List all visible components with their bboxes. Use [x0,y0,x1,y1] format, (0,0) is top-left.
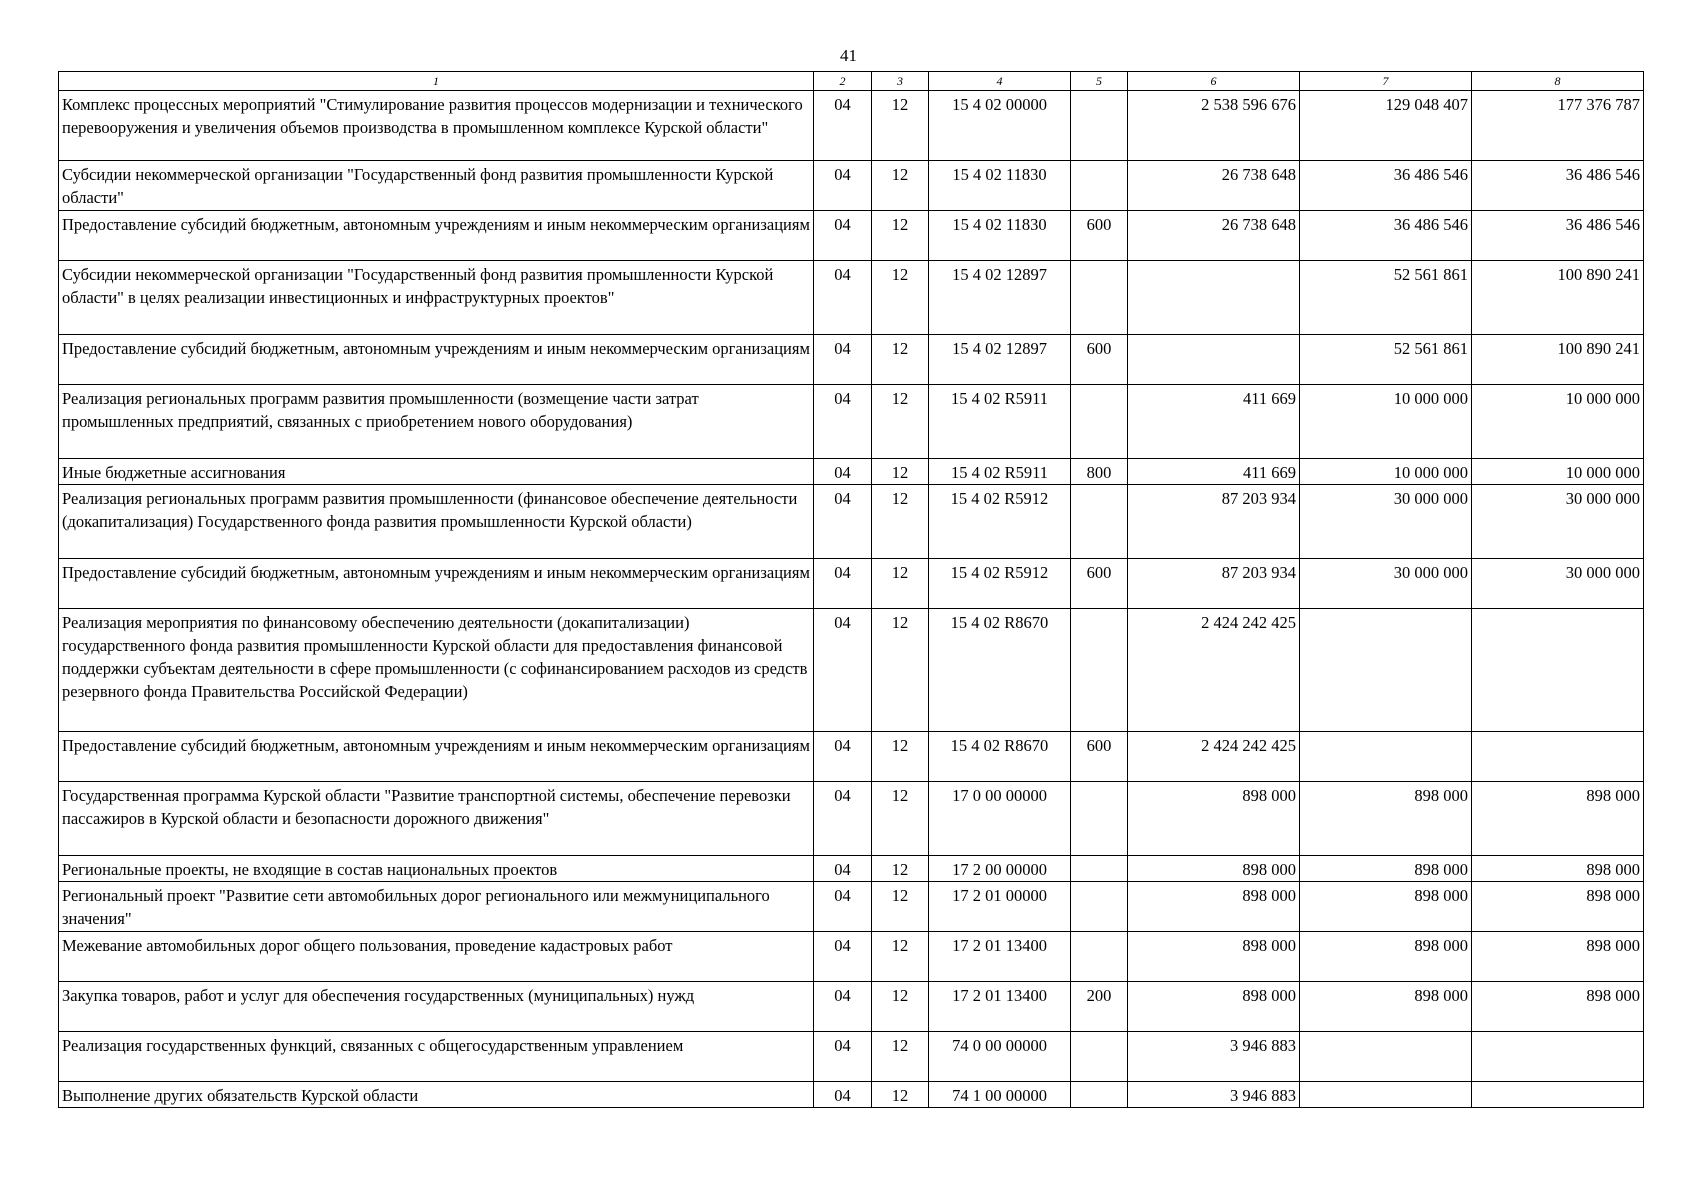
target-article-cell: 74 1 00 00000 [929,1082,1071,1108]
column-number-header-row [59,72,1644,91]
amount-col6-cell: 898 000 [1128,782,1300,856]
table-row [59,261,1644,335]
subsection-code-cell: 12 [872,485,929,559]
amount-col8-cell [1472,1082,1644,1108]
section-code-cell: 04 [814,559,872,609]
subsection-code-cell: 12 [872,882,929,932]
subsection-code-cell: 12 [872,385,929,459]
amount-col7-cell: 30 000 000 [1300,559,1472,609]
subsection-code-cell: 12 [872,261,929,335]
column-header: 1 [59,72,814,91]
amount-col6-cell: 898 000 [1128,882,1300,932]
amount-col8-cell: 177 376 787 [1472,91,1644,161]
amount-col6-cell [1128,335,1300,385]
section-code-cell: 04 [814,385,872,459]
row-name-cell: Субсидии некоммерческой организации "Государственный фонд развития промышленности Курской области" [59,161,814,211]
expense-type-cell: 600 [1071,211,1128,261]
amount-col6-cell: 2 424 242 425 [1128,609,1300,732]
amount-col7-cell: 898 000 [1300,856,1472,882]
row-name-cell: Предоставление субсидий бюджетным, автономным учреждениям и иным некоммерческим организациям [59,335,814,385]
row-name-cell: Реализация региональных программ развития промышленности (финансовое обеспечение деятельности (докапитализация) Государственного фонда развития промышленности Курской области) [59,485,814,559]
amount-col8-cell: 36 486 546 [1472,161,1644,211]
section-code-cell: 04 [814,485,872,559]
amount-col6-cell: 87 203 934 [1128,485,1300,559]
amount-col8-cell: 898 000 [1472,782,1644,856]
amount-col7-cell: 52 561 861 [1300,261,1472,335]
row-name-cell: Реализация региональных программ развития промышленности (возмещение части затрат промышленных предприятий, связанных с приобретением нового оборудования) [59,385,814,459]
amount-col8-cell: 898 000 [1472,982,1644,1032]
table-body [59,91,1644,1108]
expense-type-cell: 600 [1071,732,1128,782]
amount-col7-cell: 36 486 546 [1300,211,1472,261]
column-header: 7 [1300,72,1472,91]
amount-col6-cell: 87 203 934 [1128,559,1300,609]
target-article-cell: 17 2 01 13400 [929,982,1071,1032]
column-header: 5 [1071,72,1128,91]
table-row [59,856,1644,882]
section-code-cell: 04 [814,609,872,732]
amount-col8-cell [1472,1032,1644,1082]
section-code-cell: 04 [814,161,872,211]
subsection-code-cell: 12 [872,932,929,982]
target-article-cell: 15 4 02 R8670 [929,732,1071,782]
section-code-cell: 04 [814,91,872,161]
amount-col7-cell: 52 561 861 [1300,335,1472,385]
table-row [59,882,1644,932]
section-code-cell: 04 [814,856,872,882]
amount-col7-cell: 898 000 [1300,882,1472,932]
row-name-cell: Комплекс процессных мероприятий "Стимулирование развития процессов модернизации и технического перевооружения и увеличения объемов производства в промышленном комплексе Курской области" [59,91,814,161]
expense-type-cell: 600 [1071,335,1128,385]
table-row [59,385,1644,459]
expense-type-cell [1071,856,1128,882]
amount-col7-cell [1300,732,1472,782]
row-name-cell: Иные бюджетные ассигнования [59,459,814,485]
table-row [59,335,1644,385]
table-row [59,1032,1644,1082]
row-name-cell: Межевание автомобильных дорог общего пользования, проведение кадастровых работ [59,932,814,982]
amount-col6-cell: 3 946 883 [1128,1082,1300,1108]
expense-type-cell [1071,385,1128,459]
target-article-cell: 15 4 02 12897 [929,261,1071,335]
amount-col7-cell [1300,609,1472,732]
amount-col6-cell: 26 738 648 [1128,211,1300,261]
amount-col7-cell: 36 486 546 [1300,161,1472,211]
table-row [59,609,1644,732]
section-code-cell: 04 [814,211,872,261]
column-header: 4 [929,72,1071,91]
expense-type-cell: 200 [1071,982,1128,1032]
subsection-code-cell: 12 [872,982,929,1032]
target-article-cell: 15 4 02 R8670 [929,609,1071,732]
page-number: 41 [840,46,857,65]
table-row [59,732,1644,782]
expense-type-cell [1071,485,1128,559]
amount-col8-cell: 10 000 000 [1472,459,1644,485]
amount-col6-cell: 898 000 [1128,856,1300,882]
row-name-cell: Региональный проект "Развитие сети автомобильных дорог регионального или межмуниципального значения" [59,882,814,932]
target-article-cell: 15 4 02 00000 [929,91,1071,161]
section-code-cell: 04 [814,882,872,932]
amount-col7-cell: 898 000 [1300,782,1472,856]
expense-type-cell [1071,1032,1128,1082]
amount-col8-cell: 100 890 241 [1472,261,1644,335]
target-article-cell: 15 4 02 11830 [929,211,1071,261]
subsection-code-cell: 12 [872,1032,929,1082]
target-article-cell: 17 0 00 00000 [929,782,1071,856]
amount-col6-cell: 898 000 [1128,932,1300,982]
column-header: 3 [872,72,929,91]
amount-col6-cell: 2 424 242 425 [1128,732,1300,782]
subsection-code-cell: 12 [872,856,929,882]
amount-col6-cell: 411 669 [1128,385,1300,459]
budget-table [58,71,1644,1108]
table-row [59,91,1644,161]
subsection-code-cell: 12 [872,609,929,732]
amount-col8-cell: 30 000 000 [1472,559,1644,609]
row-name-cell: Государственная программа Курской области "Развитие транспортной системы, обеспечение перевозки пассажиров в Курской области и безопасности дорожного движения" [59,782,814,856]
subsection-code-cell: 12 [872,335,929,385]
table-row [59,982,1644,1032]
table-row [59,211,1644,261]
amount-col8-cell: 898 000 [1472,882,1644,932]
amount-col8-cell: 898 000 [1472,932,1644,982]
amount-col6-cell: 411 669 [1128,459,1300,485]
expense-type-cell [1071,261,1128,335]
target-article-cell: 15 4 02 11830 [929,161,1071,211]
column-header: 6 [1128,72,1300,91]
amount-col6-cell: 898 000 [1128,982,1300,1032]
row-name-cell: Предоставление субсидий бюджетным, автономным учреждениям и иным некоммерческим организациям [59,732,814,782]
amount-col7-cell [1300,1082,1472,1108]
section-code-cell: 04 [814,459,872,485]
subsection-code-cell: 12 [872,732,929,782]
subsection-code-cell: 12 [872,211,929,261]
target-article-cell: 15 4 02 12897 [929,335,1071,385]
section-code-cell: 04 [814,1082,872,1108]
table-row [59,161,1644,211]
expense-type-cell: 800 [1071,459,1128,485]
table-row [59,782,1644,856]
target-article-cell: 17 2 01 00000 [929,882,1071,932]
section-code-cell: 04 [814,932,872,982]
section-code-cell: 04 [814,261,872,335]
amount-col6-cell: 2 538 596 676 [1128,91,1300,161]
expense-type-cell [1071,91,1128,161]
row-name-cell: Реализация мероприятия по финансовому обеспечению деятельности (докапитализации) государственного фонда развития промышленности Курской области для предоставления финансовой поддержки субъектам деятельности в сфере промышленности (с софинансированием расходов из средств резервного фонда Правительства Российской Федерации) [59,609,814,732]
amount-col7-cell: 898 000 [1300,982,1472,1032]
target-article-cell: 15 4 02 R5911 [929,459,1071,485]
amount-col6-cell: 26 738 648 [1128,161,1300,211]
amount-col7-cell: 10 000 000 [1300,385,1472,459]
target-article-cell: 17 2 00 00000 [929,856,1071,882]
subsection-code-cell: 12 [872,782,929,856]
target-article-cell: 15 4 02 R5911 [929,385,1071,459]
section-code-cell: 04 [814,1032,872,1082]
target-article-cell: 17 2 01 13400 [929,932,1071,982]
amount-col7-cell: 10 000 000 [1300,459,1472,485]
expense-type-cell: 600 [1071,559,1128,609]
amount-col8-cell [1472,609,1644,732]
amount-col6-cell: 3 946 883 [1128,1032,1300,1082]
row-name-cell: Предоставление субсидий бюджетным, автономным учреждениям и иным некоммерческим организациям [59,559,814,609]
section-code-cell: 04 [814,782,872,856]
subsection-code-cell: 12 [872,1082,929,1108]
table-row [59,932,1644,982]
row-name-cell: Выполнение других обязательств Курской области [59,1082,814,1108]
target-article-cell: 15 4 02 R5912 [929,559,1071,609]
amount-col8-cell: 10 000 000 [1472,385,1644,459]
amount-col6-cell [1128,261,1300,335]
amount-col8-cell: 36 486 546 [1472,211,1644,261]
table-row [59,459,1644,485]
row-name-cell: Региональные проекты, не входящие в состав национальных проектов [59,856,814,882]
row-name-cell: Предоставление субсидий бюджетным, автономным учреждениям и иным некоммерческим организациям [59,211,814,261]
expense-type-cell [1071,782,1128,856]
amount-col8-cell: 898 000 [1472,856,1644,882]
row-name-cell: Закупка товаров, работ и услуг для обеспечения государственных (муниципальных) нужд [59,982,814,1032]
table-row [59,485,1644,559]
subsection-code-cell: 12 [872,91,929,161]
section-code-cell: 04 [814,732,872,782]
table-row [59,1082,1644,1108]
expense-type-cell [1071,882,1128,932]
amount-col8-cell: 100 890 241 [1472,335,1644,385]
section-code-cell: 04 [814,335,872,385]
column-header: 8 [1472,72,1644,91]
amount-col7-cell: 129 048 407 [1300,91,1472,161]
amount-col7-cell: 30 000 000 [1300,485,1472,559]
target-article-cell: 15 4 02 R5912 [929,485,1071,559]
subsection-code-cell: 12 [872,559,929,609]
amount-col8-cell [1472,732,1644,782]
expense-type-cell [1071,609,1128,732]
amount-col7-cell: 898 000 [1300,932,1472,982]
amount-col7-cell [1300,1032,1472,1082]
subsection-code-cell: 12 [872,459,929,485]
section-code-cell: 04 [814,982,872,1032]
expense-type-cell [1071,161,1128,211]
amount-col8-cell: 30 000 000 [1472,485,1644,559]
row-name-cell: Субсидии некоммерческой организации "Государственный фонд развития промышленности Курской области" в целях реализации инвестиционных и инфраструктурных проектов" [59,261,814,335]
target-article-cell: 74 0 00 00000 [929,1032,1071,1082]
expense-type-cell [1071,1082,1128,1108]
subsection-code-cell: 12 [872,161,929,211]
expense-type-cell [1071,932,1128,982]
row-name-cell: Реализация государственных функций, связанных с общегосударственным управлением [59,1032,814,1082]
column-header: 2 [814,72,872,91]
table-row [59,559,1644,609]
